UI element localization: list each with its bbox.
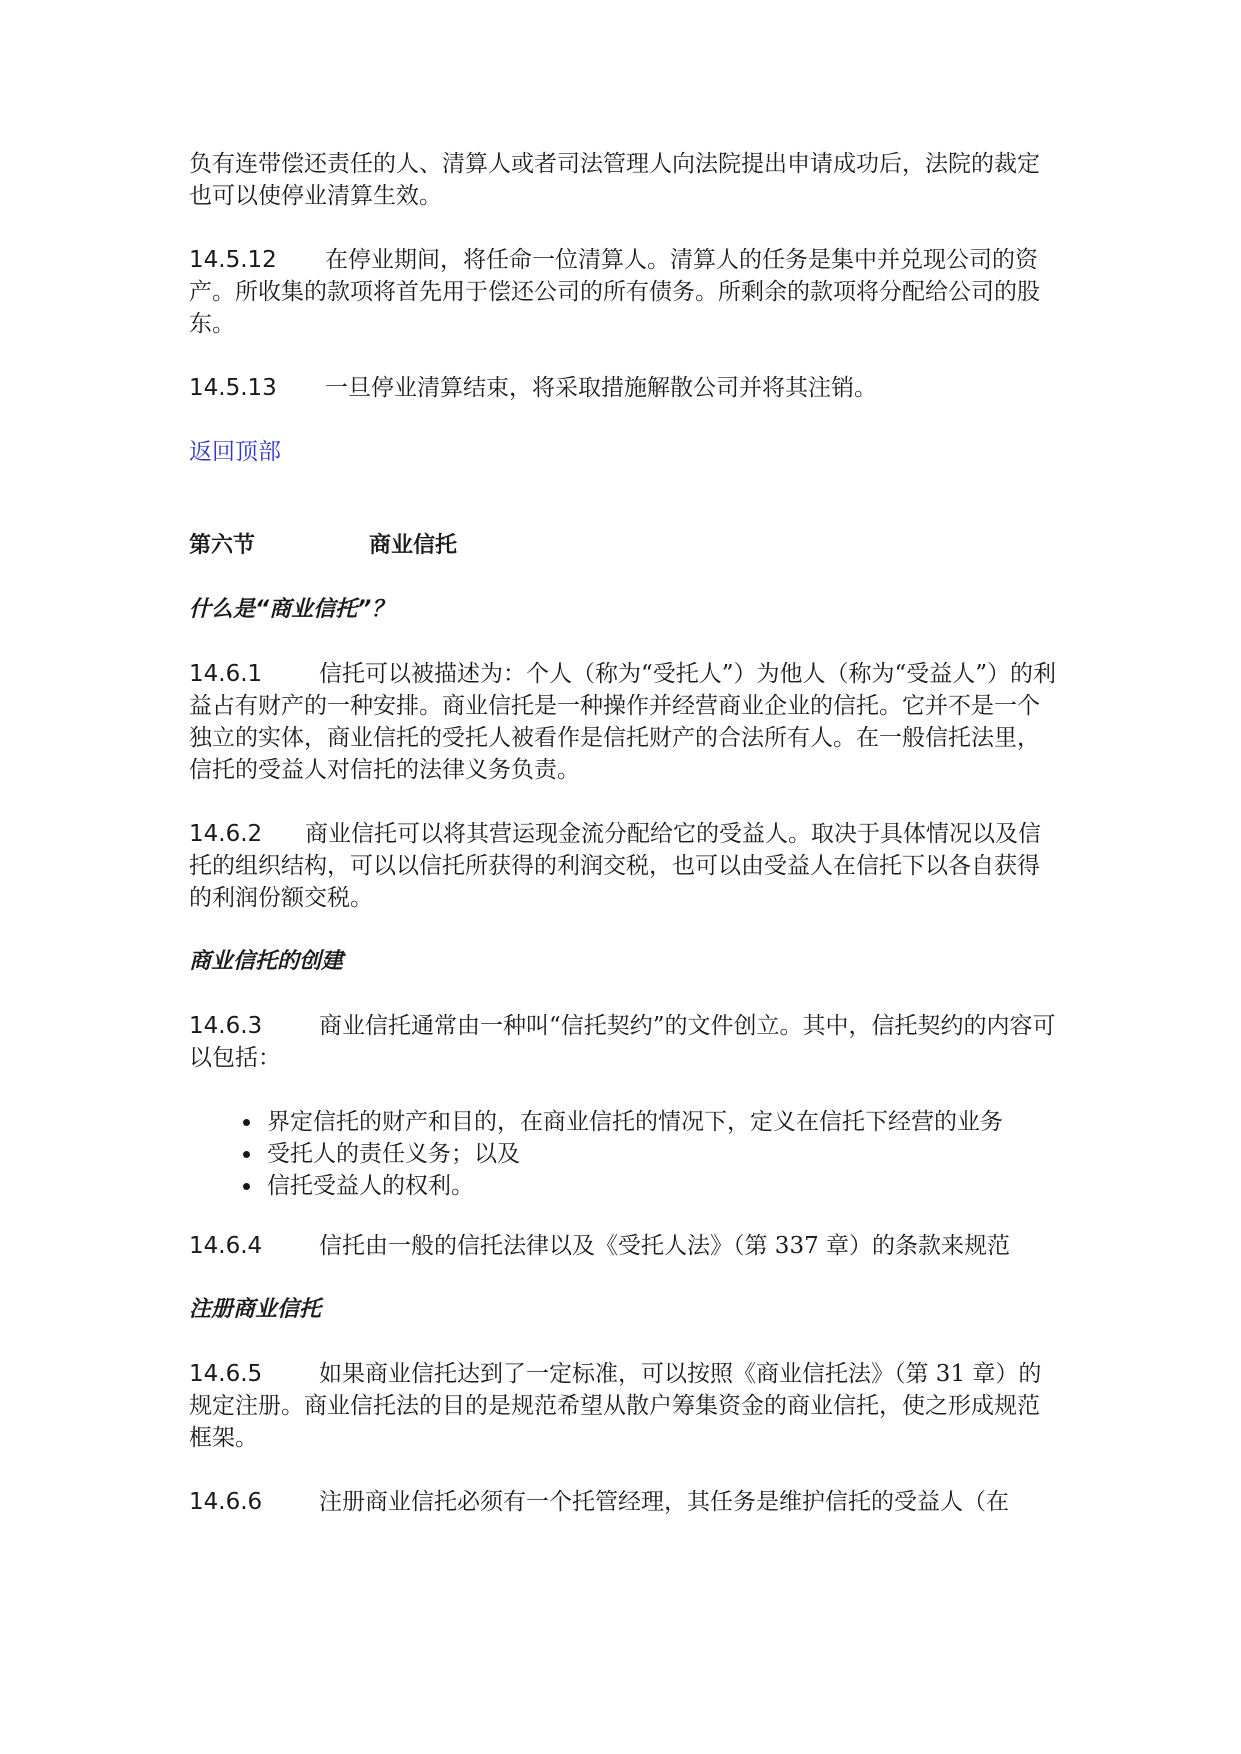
paragraph-number: 14.6.1: [189, 661, 263, 687]
paragraph-number: 14.5.12: [189, 247, 277, 273]
paragraph-14-6-5: [189, 1358, 1059, 1454]
subheading-registering: 注册商业信托: [189, 1297, 322, 1322]
paragraph-intro: 负有连带偿还责任的人、清算人或者司法管理人向法院提出申请成功后，法院的裁定也可以使停业清算生效。: [189, 151, 1040, 209]
section-label: 第六节: [189, 533, 256, 558]
paragraph-text: 在停业期间，将任命一位清算人。清算人的任务是集中并兑现公司的资产。所收集的款项将首先用于偿还公司的所有债务。所剩余的款项将分配给公司的股东。: [189, 247, 1040, 337]
paragraph-14-6-3: [189, 1010, 1059, 1074]
paragraph-number: 14.6.6: [189, 1489, 263, 1515]
document-page: [189, 148, 1059, 1550]
paragraph-14-5-12: [189, 244, 1059, 340]
section-heading: [189, 530, 1059, 562]
paragraph-14-6-6: [189, 1486, 1059, 1518]
paragraph-text: 信托可以被描述为：个人（称为“受托人”）为他人（称为“受益人”）的利益占有财产的一种安排。商业信托是一种操作并经营商业企业的信托。它并不是一个独立的实体，商业信托的受托人被看作是信托财产的合法所有人。在一般信托法里，信托的受益人对信托的法律义务负责。: [189, 661, 1057, 783]
paragraph-number: 14.6.2: [189, 821, 263, 847]
paragraph-14-6-1: [189, 658, 1059, 786]
list-item: • 受托人的责任义务；以及: [263, 1138, 1059, 1170]
paragraph-text: 信托由一般的信托法律以及《受托人法》（第 337 章）的条款来规范: [319, 1233, 1011, 1259]
bullet-list: [189, 1106, 1059, 1202]
subheading-what-is-business-trust: 什么是“商业信托”？: [189, 597, 394, 622]
paragraph-text: 商业信托可以将其营运现金流分配给它的受益人。取决于具体情况以及信托的组织结构，可以以信托所获得的利润交税，也可以由受益人在信托下以各自获得的利润份额交税。: [189, 821, 1041, 911]
paragraph-number: 14.6.3: [189, 1013, 263, 1039]
list-item: • 界定信托的财产和目的，在商业信托的情况下，定义在信托下经营的业务: [263, 1106, 1059, 1138]
paragraph-text: 注册商业信托必须有一个托管经理，其任务是维护信托的受益人（在: [319, 1489, 1009, 1515]
subheading-creation: 商业信托的创建: [189, 949, 344, 974]
paragraph-number: 14.6.5: [189, 1361, 263, 1387]
back-to-top-link[interactable]: 返回顶部: [189, 439, 281, 465]
paragraph-number: 14.5.13: [189, 375, 277, 401]
section-title: 商业信托: [369, 533, 458, 558]
paragraph-14-5-13: [189, 372, 1059, 404]
paragraph-14-6-4: [189, 1230, 1059, 1262]
list-item: • 信托受益人的权利。: [263, 1170, 1059, 1202]
paragraph-text: 商业信托通常由一种叫“信托契约”的文件创立。其中，信托契约的内容可以包括：: [189, 1013, 1056, 1071]
paragraph-number: 14.6.4: [189, 1233, 263, 1259]
paragraph-text: 如果商业信托达到了一定标准，可以按照《商业信托法》（第 31 章）的规定注册。商业信托法的目的是规范希望从散户筹集资金的商业信托，使之形成规范框架。: [189, 1361, 1042, 1451]
paragraph-text: 一旦停业清算结束，将采取措施解散公司并将其注销。: [325, 375, 877, 401]
paragraph-14-6-2: [189, 818, 1059, 914]
